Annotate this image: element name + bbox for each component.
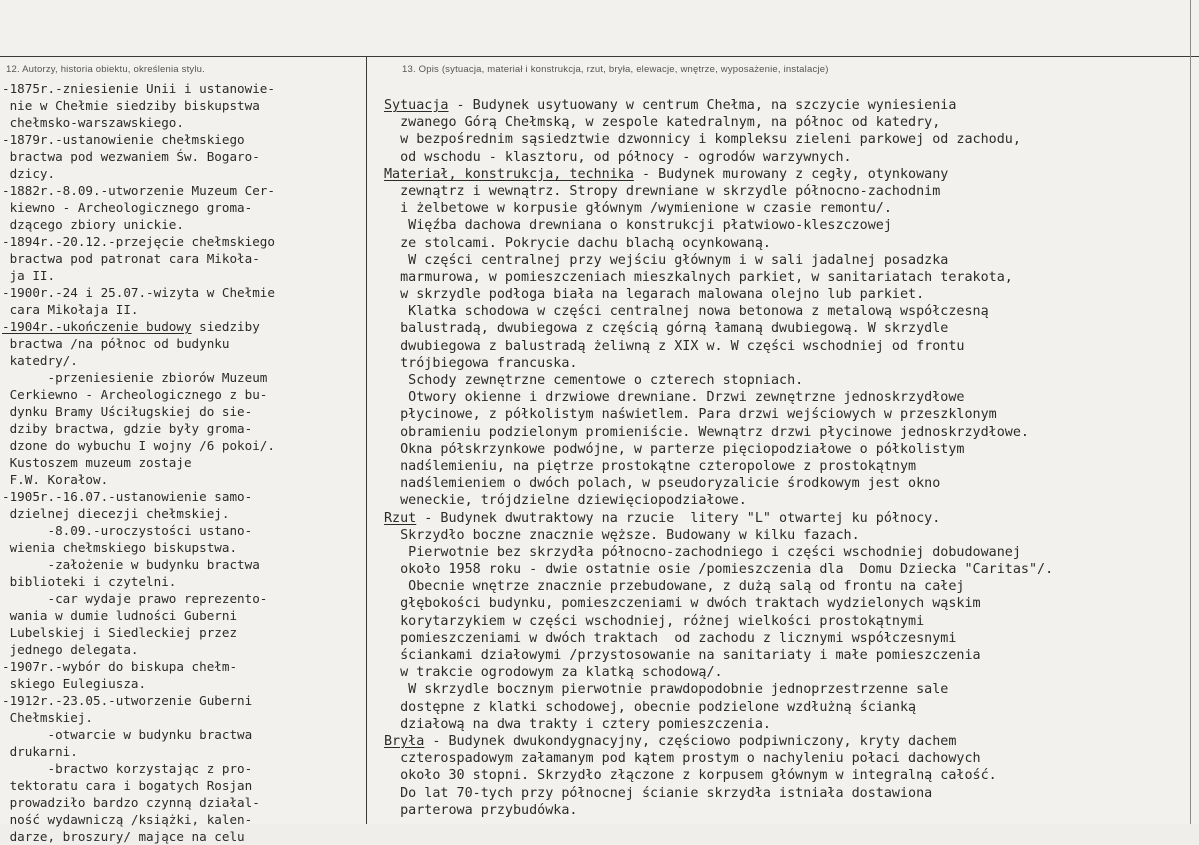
description-text: płycinowe, z półkolistym naświetlem. Para drzwi wejściowych w przeszklonym <box>384 407 997 423</box>
description-text: Okna półskrzynkowe podwójne, w parterze pięciopodziałowe o półkolistym <box>384 441 965 457</box>
history-line: prowadziło bardzo czynną działal- <box>2 795 260 810</box>
history-line: -1907r.-wybór do biskupa chełm- <box>2 659 238 674</box>
description-line <box>384 441 1189 458</box>
description-text: dwubiegowa z balustradą żeliwną z XIX w. W części wschodniej od frontu <box>384 338 965 354</box>
description-line <box>384 561 1189 578</box>
history-line-rest: siedziby <box>191 319 260 334</box>
history-line: tektoratu cara i bogatych Rosjan <box>2 778 253 793</box>
description-text: - Budynek dwukondygnacyjny, częściowo podpiwniczony, kryty dachem <box>424 733 957 749</box>
history-line: skiego Eulegiusza. <box>2 676 147 691</box>
description-line <box>384 406 1189 423</box>
description-line <box>384 475 1189 492</box>
history-line: -przeniesienie zbiorów Muzeum <box>2 370 268 385</box>
history-line: kiewno - Archeologicznego groma- <box>2 200 253 215</box>
description-column <box>384 97 1189 819</box>
description-line <box>384 630 1189 647</box>
description-line <box>384 647 1189 664</box>
sheet-edge <box>1190 0 1191 824</box>
description-text: około 1958 roku - dwie ostatnie osie /pomieszczenia dla Domu Dziecka "Caritas"/. <box>384 562 1054 578</box>
description-line <box>384 252 1189 269</box>
description-line <box>384 97 1189 114</box>
description-text: - Budynek usytuowany w centrum Chełma, na szczycie wyniesienia <box>448 98 957 113</box>
history-line: katedry/. <box>2 353 78 368</box>
description-line <box>384 200 1189 217</box>
description-text: obramieniu podzielonym promieniście. Wewnątrz drzwi płycinowe jednoskrzydłowe. <box>384 424 1029 440</box>
history-line: -1900r.-24 i 25.07.-wizyta w Chełmie <box>2 285 275 300</box>
description-text: Obecnie wnętrze znacznie przebudowane, z dużą salą od frontu na całej <box>384 579 965 595</box>
history-line <box>2 318 364 335</box>
history-line: darze, broszury/ mające na celu <box>2 829 245 844</box>
description-line <box>384 544 1189 561</box>
description-line <box>384 389 1189 406</box>
history-line: -1879r.-ustanowienie chełmskiego <box>2 132 245 147</box>
description-text: i żelbetowe w korpusie głównym /wymienione w czasie remontu/. <box>384 201 892 217</box>
description-text: w skrzydle podłoga biała na legarach malowana olejno lub parkiet. <box>384 287 925 303</box>
description-line <box>384 767 1189 784</box>
description-line <box>384 131 1189 148</box>
history-line: Lubelskiej i Siedleckiej przez <box>2 625 238 640</box>
description-text: zewnątrz i wewnątrz. Stropy drewniane w skrzydle północno-zachodnim <box>384 183 941 199</box>
history-line: biblioteki i czytelni. <box>2 574 177 589</box>
description-line <box>384 458 1189 475</box>
history-line: wania w dumie ludności Guberni <box>2 608 238 623</box>
history-line: dzącego zbiory unickie. <box>2 217 184 232</box>
description-line <box>384 613 1189 630</box>
history-line: -bractwo korzystając z pro- <box>2 761 253 776</box>
description-line <box>384 802 1189 819</box>
description-line <box>384 372 1189 389</box>
history-line: -1882r.-8.09.-utworzenie Muzeum Cer- <box>2 183 275 198</box>
description-text: parterowa przybudówka. <box>384 802 578 818</box>
description-line <box>384 716 1189 733</box>
description-line <box>384 269 1189 286</box>
section-13-header: 13. Opis (sytuacja, materiał i konstrukcja, rzut, bryła, elewacje, wnętrze, wyposażenie, instalacje) <box>402 64 829 75</box>
description-text: działową na dwa trakty i cztery pomieszczenia. <box>384 716 771 732</box>
history-line: dzicy. <box>2 166 56 181</box>
description-text: marmurowa, w pomieszczeniach mieszkalnych parkiet, w sanitariatach terakota, <box>384 269 1013 285</box>
description-line <box>384 664 1189 681</box>
description-line <box>384 510 1189 527</box>
description-text: balustradą, dwubiegowa z częścią górną łamaną dwubiegową. W skrzydle <box>384 321 949 337</box>
history-line: -1912r.-23.05.-utworzenie Guberni <box>2 693 253 708</box>
description-text: Pierwotnie bez skrzydła północno-zachodniego i części wschodniej dobudowanej <box>384 544 1021 560</box>
header-rule <box>0 56 1199 57</box>
description-text: Schody zewnętrzne cementowe o czterech stopniach. <box>384 373 804 388</box>
description-line <box>384 733 1189 750</box>
description-text: W skrzydle bocznym pierwotnie prawdopodobnie jednoprzestrzenne sale <box>384 682 949 698</box>
description-line <box>384 578 1189 595</box>
history-line: jednego delegata. <box>2 642 139 657</box>
description-text: czterospadowym załamanym pod kątem prostym o nachyleniu połaci dachowych <box>384 751 981 767</box>
history-line: -1894r.-20.12.-przejęcie chełmskiego <box>2 234 275 249</box>
description-text: zwanego Górą Chełmską, w zespole katedralnym, na północ od katedry, <box>384 115 941 131</box>
description-text: Otwory okienne i drzwiowe drewniane. Drzwi zewnętrzne jednoskrzydłowe <box>384 390 965 406</box>
history-line: drukarni. <box>2 744 78 759</box>
description-text: nadślemieniu, na piętrze prostokątne czteropolowe z prostokątnym <box>384 458 917 474</box>
description-text: - Budynek dwutraktowy na rzucie litery "L" otwartej ku północy. <box>416 510 941 526</box>
description-text: ściankami działowymi /przystosowanie na sanitariaty i małe pomieszczenia <box>384 648 981 663</box>
history-line: bractwa /na północ od budynku <box>2 336 230 351</box>
history-line: dzone do wybuchu I wojny /6 pokoi/. <box>2 438 275 453</box>
history-line: wienia chełmskiego biskupstwa. <box>2 540 238 555</box>
description-text: głębokości budynku, pomieszczeniami w dwóch traktach wydzielonych wąskim <box>384 596 981 612</box>
history-line: -1875r.-zniesienie Unii i ustanowie- <box>2 81 275 96</box>
description-line <box>384 166 1189 183</box>
description-text: dostępne z klatki schodowej, obecnie podzielone wzdłużną ścianką <box>384 699 917 715</box>
description-line <box>384 492 1189 509</box>
description-text: W części centralnej przy wejściu głównym i w sali jadalnej posadzka <box>384 252 949 268</box>
history-line: -1905r.-16.07.-ustanowienie samo- <box>2 489 253 504</box>
history-line: Cerkiewno - Archeologicznego z bu- <box>2 387 268 402</box>
history-line: ność wydawniczą /książki, kalen- <box>2 812 253 827</box>
description-line <box>384 785 1189 802</box>
history-line: chełmsko-warszawskiego. <box>2 115 184 130</box>
description-text: od wschodu - klasztoru, od północy - ogrodów warzywnych. <box>384 149 852 165</box>
description-text: w trakcie ogrodowym za klatką schodową/. <box>384 665 723 681</box>
history-line: ja II. <box>2 268 56 283</box>
description-line <box>384 595 1189 612</box>
description-line <box>384 217 1189 234</box>
description-line <box>384 424 1189 441</box>
history-line: F.W. Korałow. <box>2 472 109 487</box>
description-text: Skrzydło boczne znacznie węższe. Budowany w kilku fazach. <box>384 527 860 543</box>
history-line: nie w Chełmie siedziby biskupstwa <box>2 98 260 113</box>
history-line: bractwa pod wezwaniem Św. Bogaro- <box>2 149 260 164</box>
column-divider <box>366 57 367 824</box>
description-text: w bezpośrednim sąsiedztwie dzwonnicy i kompleksu zieleni parkowej od zachodu, <box>384 132 1021 148</box>
history-line: Kustoszem muzeum zostaje <box>2 455 192 470</box>
description-text: nadślemieniem o dwóch polach, w pseudoryzalicie środkowym jest okno <box>384 476 941 492</box>
section-12-header: 12. Autorzy, historia obiektu, określenia stylu. <box>6 64 205 75</box>
history-column <box>2 80 364 845</box>
history-line: -car wydaje prawo reprezento- <box>2 591 268 606</box>
description-line <box>384 149 1189 166</box>
description-text: weneckie, trójdzielne dziewięciopodziałowe. <box>384 493 747 509</box>
description-text: - Budynek murowany z cegły, otynkowany <box>633 166 949 182</box>
description-text: ze stolcami. Pokrycie dachu blachą ocynkowaną. <box>384 235 771 251</box>
description-line <box>384 681 1189 698</box>
section-heading: Rzut <box>384 510 417 526</box>
description-text: trójbiegowa francuska. <box>384 355 578 371</box>
history-line: bractwa pod patronat cara Mikoła- <box>2 251 260 266</box>
section-heading: Bryła <box>384 733 425 749</box>
description-line <box>384 114 1189 131</box>
description-line <box>384 235 1189 252</box>
description-text: Do lat 70-tych przy północnej ścianie skrzydła istniała dostawiona <box>384 785 933 801</box>
history-line: dziby bractwa, gdzie były groma- <box>2 421 253 436</box>
history-line-underlined: -1904r.-ukończenie budowy <box>2 319 192 334</box>
description-text: Więźba dachowa drewniana o konstrukcji płatwiowo-kleszczowej <box>384 218 892 234</box>
history-line: Chełmskiej. <box>2 710 93 725</box>
section-heading: Sytuacja <box>384 98 449 113</box>
description-line <box>384 338 1189 355</box>
history-line: cara Mikołaja II. <box>2 302 139 317</box>
history-line: -otwarcie w budynku bractwa <box>2 727 253 742</box>
description-text: około 30 stopni. Skrzydło złączone z korpusem głównym w integralną całość. <box>384 768 997 784</box>
description-text: Klatka schodowa w części centralnej nowa betonowa z metalową współczesną <box>384 304 989 320</box>
description-line <box>384 303 1189 320</box>
description-line <box>384 286 1189 303</box>
description-line <box>384 183 1189 200</box>
history-line: -8.09.-uroczystości ustano- <box>2 523 253 538</box>
history-line: dynku Bramy Uściługskiej do sie- <box>2 404 253 419</box>
history-line: -założenie w budynku bractwa <box>2 557 260 572</box>
description-line <box>384 355 1189 372</box>
description-text: korytarzykiem w części wschodniej, różnej wielkości prostokątnymi <box>384 613 925 629</box>
description-line <box>384 750 1189 767</box>
description-text: pomieszczeniami w dwóch traktach od zachodu z licznymi współczesnymi <box>384 630 957 646</box>
description-line <box>384 699 1189 716</box>
description-line <box>384 527 1189 544</box>
history-line: dzielnej diecezji chełmskiej. <box>2 506 230 521</box>
section-heading: Materiał, konstrukcja, technika <box>384 166 634 182</box>
description-line <box>384 320 1189 337</box>
